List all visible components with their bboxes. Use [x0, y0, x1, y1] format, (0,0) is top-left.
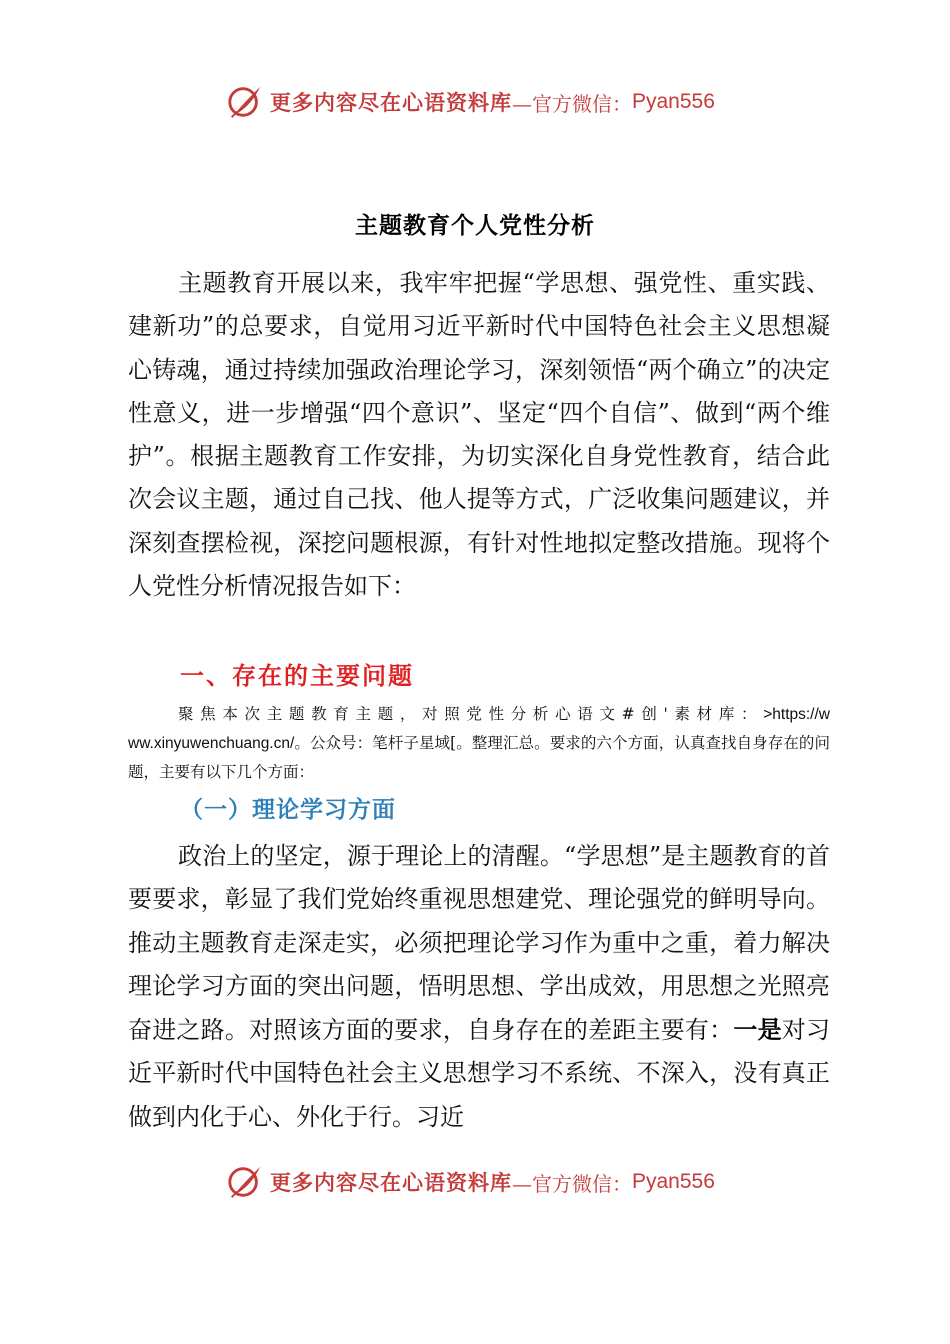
section-heading-main-problems: 一、存在的主要问题	[180, 661, 414, 690]
first-point-lead: 一是	[733, 1015, 782, 1045]
quill-logo-icon	[226, 83, 264, 121]
source-note-paragraph	[128, 700, 830, 787]
quill-logo-icon	[226, 1163, 264, 1201]
intro-paragraph: 主题教育开展以来，我牢牢把握“学思想、强党性、重实践、建新功”的总要求，自觉用习近平新时代中国特色社会主义思想凝心铸魂，通过持续加强政治理论学习，深刻领悟“两个确立”的决定性意义，进一步增强“四个意识”、坚定“四个自信”、做到“两个维护”。根据主题教育工作安排，为切实深化自身党性教育，结合此次会议主题，通过自己找、他人提等方式，广泛收集问题建议，并深刻查摆检视，深挖问题根源，有针对性地拟定整改措施。现将个人党性分析情况报告如下：	[128, 269, 830, 601]
banner-sub-text: —官方微信：	[512, 91, 632, 116]
footer-banner[interactable]	[226, 1162, 746, 1202]
theory-body-before: 政治上的坚定，源于理论上的清醒。“学思想”是主题教育的首要要求，彰显了我们党始终重视思想建党、理论强党的鲜明导向。推动主题教育走深走实，必须把理论学习作为重中之重，着力解决理论学习方面的突出问题，悟明思想、学出成效，用思想之光照亮奋进之路。对照该方面的要求，自身存在的差距主要有：	[128, 842, 830, 1045]
banner-wechat-id: Pyan556	[632, 90, 715, 113]
source-note-part2: 。公众号：笔杆子星域[。整理汇总。要求的六个方面，认真查找自身存在的问题，主要有以下几个方面：	[128, 734, 830, 781]
theory-study-paragraph	[128, 835, 830, 1139]
source-note-part1: 聚焦本次主题教育主题，对照党性分析心语文#创'素材库：	[178, 705, 764, 723]
subsection-heading-theory-study: （一）理论学习方面	[180, 796, 396, 823]
banner-sub-text: —官方微信：	[512, 1171, 632, 1196]
banner-main-text: 更多内容尽在心语资料库	[270, 1170, 512, 1195]
header-banner[interactable]	[226, 82, 746, 122]
banner-wechat-id: Pyan556	[632, 1170, 715, 1193]
source-note-url[interactable]: >https://www.xinyuwenchuang.cn/	[128, 706, 830, 752]
theory-body-after: 对习近平新时代中国特色社会主义思想学习不系统、不深入，没有真正做到内化于心、外化于行。习近	[128, 1016, 831, 1131]
document-title: 主题教育个人党性分析	[355, 212, 595, 240]
banner-main-text: 更多内容尽在心语资料库	[270, 90, 512, 115]
